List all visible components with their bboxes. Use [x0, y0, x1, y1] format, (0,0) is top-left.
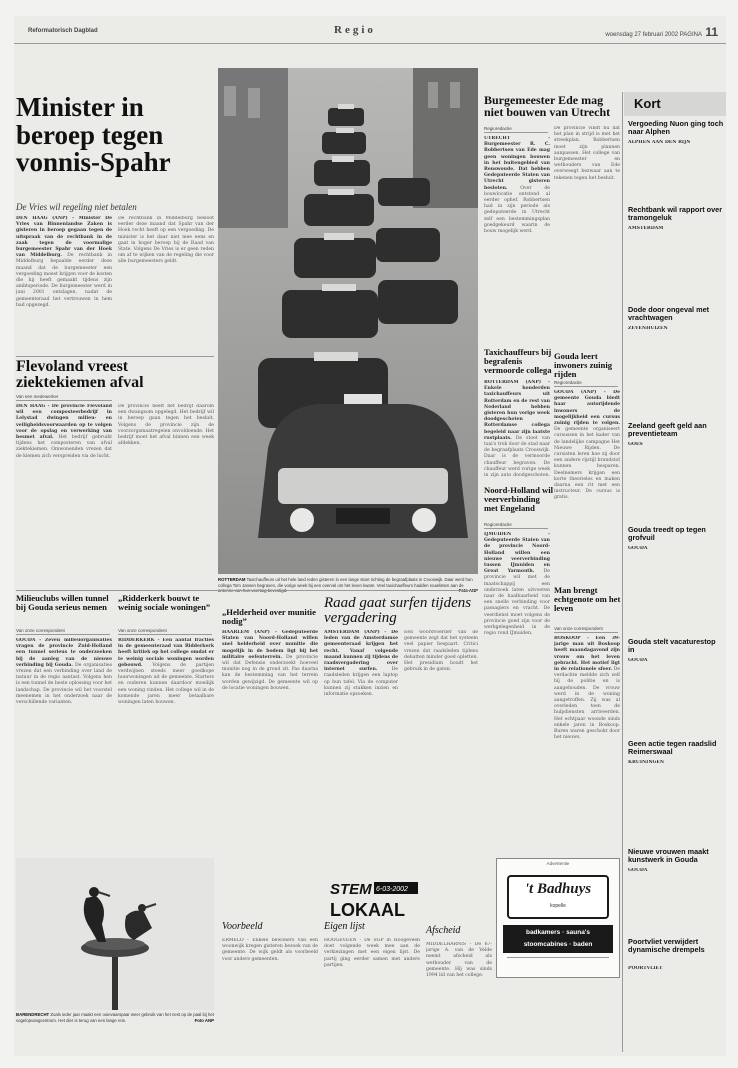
kort-item: [628, 326, 724, 418]
echtgenote-lead: BOSKOOP - Een 39-jarige man uit Boskoop heeft maandagavond zijn vrouw om het leven gebracht. Het motief ligt in de relationele sfeer.: [554, 636, 620, 673]
flevoland-byline: Van een medewerker: [16, 394, 112, 401]
milieuclubs-headline: Milieuclubs willen tunnel bij Gouda serieus nemen: [16, 593, 109, 612]
taxi-lead: ROTTERDAM (ANP) - Enkele honderden taxichauffeurs uit Rotterdam en de rest van Nederland hebben gisteren hun vorige week doodgeschoten Rotterdamse collega begeleid naar zijn laatste rustplaats.: [484, 380, 550, 441]
stork-caption-label: BARENDRECHT: [16, 1012, 50, 1017]
taxi-body-1: De stoet van taxi's trok door de stad naar de begraafplaats Crooswijk. Daar is de vermoorde chauffeur begraven.: [484, 435, 550, 466]
stork-photo-caption: [16, 1012, 214, 1023]
afscheid-body: MIDDELHARNIS - De 67-jarige A. van de Velde neemt afscheid als wethouder van de gemeente. Hij was sinds 1994 lid van het college.: [426, 942, 492, 979]
helderheid-body-2: De gemeente wil op de locatie woningen bouwen.: [222, 679, 318, 691]
milieuclubs-body-2: De provincie wil het voorstel meenemen in het onderzoek naar de verschillende varianten.: [16, 687, 112, 706]
echtgenote-headline: Man brengt echtgenote om het leven: [554, 585, 621, 613]
page-number: 11: [705, 25, 718, 39]
ridderkerk-article: [118, 638, 214, 850]
minister-body-2: De rechtbank in Middelburg besloot eerder deze maand dat Spahr van der Hoek recht heeft op een vergoeding. De minister is het daar niet mee eens en gaat in hoger beroep bij de Raad van State.: [118, 216, 214, 253]
minister-subhead: De Vries wil regeling niet betalen: [16, 202, 137, 212]
kort-item-headline: Geen actie tegen raadslid Reimerswaal: [628, 739, 717, 757]
burgemeester-lead: UTRECHT - Burgemeester R. C. Robbertsen van Ede mag geen woningen bouwen in het buitengebied van Renswoude. Dat hebben Gedeputeerde Staten van Utrecht gisteren besloten.: [484, 136, 550, 191]
noordholland-lead: IJMUIDEN - Gedeputeerde Staten van de provincie Noord-Holland willen een nieuwe veerverbinding tussen IJmuiden en Great Yarmouth.: [484, 532, 550, 575]
noordholland-body-1: De provincie wil met de maatschappij een onderzoek laten uitvoeren naar de haalbaarheid van een snelle verbinding voor passagiers en vracht.: [484, 569, 550, 612]
taxi-body-2: De chauffeur werd vorige week in zijn auto doodgeschoten.: [484, 460, 550, 478]
ad-label: Advertentie: [546, 861, 570, 866]
kort-item: [628, 868, 724, 934]
paper-name: Reformatorisch Dagblad: [28, 28, 98, 34]
kort-item: [628, 658, 724, 736]
taxi-photo-caption: [218, 577, 478, 594]
echtgenote-byline: Van onze correspondent: [554, 626, 618, 633]
afscheid-headline: Afscheid: [426, 925, 461, 936]
burgemeester-col-1: [484, 136, 550, 344]
minister-headline: Minister in beroep tegen vonnis-Spahr: [16, 92, 171, 178]
section-title: Regio: [334, 24, 376, 36]
kort-item-headline: Vergoeding Nuon ging toch naar Alphen: [628, 119, 724, 137]
flevoland-body-1: Het bedrijf gebruikt tijdens het composteren van afval ziektekiemen. Omwonenden vrezen dat de kiemen zich verspreiden via de lucht.: [16, 435, 112, 459]
kort-item: [628, 966, 724, 1052]
noordholland-article: [484, 532, 550, 782]
raad-body-2: Een woordvoerder van de gemeente zegt dat het systeem veel papier bespaart.: [404, 630, 478, 648]
stork-nest-image: [16, 858, 214, 1010]
voorbeeld-body: ERMELO - Enkele bewoners van een woonwijk kregen gisteren bezoek van de gemeente. De wijk geldt als voorbeeld voor andere gemeenten.: [222, 938, 318, 962]
kort-item-headline: Gouda treedt op tegen grofvuil: [628, 525, 706, 543]
date-and-page: [605, 25, 718, 39]
kort-item: [628, 226, 724, 300]
stork-caption-text: Zoals ieder jaar maakt een ooievaarspaar weer gebruik van het nest op de paal bij het vogelopvangcentrum. Het dier is terug van een lange reis.: [16, 1012, 215, 1023]
raad-headline: Raad gaat surfen tijdens vergadering: [324, 595, 472, 627]
afscheid-article: [426, 942, 492, 1050]
echtgenote-article: [554, 636, 620, 850]
raad-body-1: De raadsleden krijgen een laptop op hun tafel. Via de computer kunnen zij stukken inzien en informatie opzoeken.: [324, 667, 398, 698]
milieuclubs-article: [16, 638, 112, 850]
helderheid-lead: HAARLEM (ANP) - Gedeputeerde Staten van Noord-Holland willen snel helderheid over munitie die mogelijk in de bodem ligt bij het militaire oefenterrein.: [222, 630, 318, 660]
stem-lokaal-logo: [328, 878, 420, 920]
ad-line-1: badkamers · sauna's: [525, 929, 591, 936]
flevoland-headline: Flevoland vreest ziektekiemen afval: [16, 358, 144, 392]
kort-item: [628, 760, 724, 844]
ad-contact-strip: [507, 957, 609, 975]
stem-word: STEM: [330, 881, 372, 898]
divider: [16, 356, 214, 357]
milieuclubs-body-1: De organisaties vrezen dat een verbinding over land de natuur in de regio aantast. Volgens hen is een tunnel de beste oplossing voor het landschap.: [16, 662, 112, 693]
gouda-article: [554, 390, 620, 580]
gouda-lead: GOUDA (ANP) - De gemeente Gouda biedt haar autorijdende inwoners de mogelijkheid een cursus zuinig rijden te volgen.: [554, 390, 620, 427]
kort-item-headline: Poortvliet verwijdert dynamische drempels: [628, 937, 705, 955]
newspaper-page: [14, 16, 726, 1056]
burgemeester-body-3: Het college van burgemeester en wethouders van Ede overweegt bezwaar aan te tekenen tegen het besluit.: [554, 150, 620, 181]
masthead: [14, 22, 726, 44]
kort-item-dateline: GOUDA: [628, 658, 648, 663]
kort-item-headline: Rechtbank wil rapport over tramongeluk: [628, 205, 723, 223]
flevoland-body-2: De provincie heeft het bedrijf daarom een dwangsom opgelegd. Het bedrijf wil in beroep gaan tegen het besluit.: [118, 404, 214, 422]
gouda-body-1: De gemeente organiseert cursussen in het kader van de landelijke campagne Het Nieuwe Rijden. De cursisten leren hoe zij door een andere rijstijl brandstof kunnen besparen.: [554, 427, 620, 470]
kort-item-dateline: GOUDA: [628, 868, 648, 873]
ad-product-band: [503, 925, 613, 953]
flevoland-col-2: [118, 404, 214, 570]
minister-body-1: De rechtbank in Middelburg bepaalde eerder deze maand dat de burgemeester een vergoeding moest krijgen voor de kosten die hij heeft gemaakt tijdens zijn ambtsperiode. De burgemeester werd in juni 2001 ontslagen, nadat de gemeenteraad het vertrouwen in hem had opgezegd.: [16, 253, 112, 308]
raad-body-3: Critici vrezen dat raadsleden tijdens debatten minder goed opletten. Het presidium houdt het gebruik in de gaten.: [404, 642, 478, 673]
gouda-byline: Regioredactie: [554, 380, 618, 387]
page-label: PAGINA: [679, 32, 702, 38]
kort-item: [628, 140, 724, 204]
kort-item: [628, 546, 724, 634]
minister-body-3: Volgens De Vries is er geen reden om af te wijken van de regeling die voor alle burgemeesters geldt.: [118, 247, 214, 265]
ad-logo-frame: [507, 875, 609, 919]
minister-col-2: [118, 216, 214, 350]
badhuys-advertisement[interactable]: [496, 858, 620, 978]
noordholland-byline: Regioredactie: [484, 522, 548, 529]
stem-date: 6-03-2002: [376, 886, 408, 893]
divider: [16, 590, 478, 591]
echtgenote-body-1: De verdachte meldde zich zelf bij de politie en is aangehouden. De vrouw werd in de woning aangetroffen. Zij was al overleden toen de hulpdiensten arriveerden.: [554, 667, 620, 716]
helderheid-article: [222, 630, 318, 870]
noordholland-body-2: De veerdienst moet volgens de provincie goed zijn voor de werkgelegenheid in de regio rond IJmuiden.: [484, 606, 550, 637]
echtgenote-body-2: Het echtpaar woonde sinds enkele jaren in Boskoop. Buren waren geschokt door het nieuws.: [554, 716, 620, 741]
raad-col-2: [404, 630, 478, 852]
flevoland-body-3: Volgens de provincie zijn de voorzorgsmaatregelen onvoldoende. Het bedrijf moet het afval binnen een week afdekken.: [118, 422, 214, 447]
burgemeester-body-1: Over de bouwlocatie ontstond al eerder ophef. Robbertsen had in zijn periode als gedeputeerde in Utrecht zelf een bestemmingsplan goedgekeurd waarin de bouw mogelijk werd.: [484, 185, 550, 235]
issue-date: woensdag 27 februari 2002: [605, 32, 679, 38]
kort-item-dateline: AMSTERDAM: [628, 226, 664, 231]
kort-item-dateline: ZEVENHUIZEN: [628, 326, 668, 331]
eigenlijst-body: HOOGEVEEN - De SGP in Hoogeveen doet volgende week mee aan de verkiezingen met een eigen lijst. De partij ging eerder samen met andere partijen.: [324, 938, 420, 968]
taxi-caption-text: Taxichauffeurs uit het hele land reden gisteren in een lange stoet richting de begraafplaats in Crooswijk. Daar werd hun collega Tom Jansen begraven, die vorige week bij een overval om het leven kwam. Veel taxichauffeurs hadden rouwlinten aan de: [218, 577, 473, 588]
raad-lead: AMSTERDAM (ANP) - De leden van de Amsterdamse gemeenteraad krijgen het recht. Vanaf volgende maand kunnen zij tijdens de raadsvergadering over internet surfen.: [324, 630, 398, 673]
milieuclubs-lead: GOUDA - Zeven milieuorganisaties vragen de provincie Zuid-Holland een tunnel serieus te onderzoeken bij de aanleg van de nieuwe verbinding bij Gouda.: [16, 638, 112, 668]
taxi-article: [484, 380, 550, 478]
burgemeester-headline: Burgemeester Ede mag niet bouwen van Utrecht: [484, 93, 611, 120]
burgemeester-byline: Regioredactie: [484, 126, 548, 133]
kort-item-dateline: GOUDA: [628, 546, 648, 551]
kort-item-dateline: ALPHEN AAN DEN RIJN: [628, 140, 691, 145]
gouda-body-2: Deelnemers krijgen een korte theorieles en maken daarna een rit met een instructeur. De cursus is gratis.: [554, 470, 620, 501]
stem-lokaal-graphic: [328, 878, 420, 920]
kort-item-dateline: POORTVLIET: [628, 966, 663, 971]
kort-item: [628, 442, 724, 522]
voorbeeld-article: [222, 938, 318, 1050]
helderheid-body-1: De provincie wil dat Defensie onderzoekt hoeveel munitie nog in de grond zit. Pas daarna kan de bestemming van het terrein worden gewijzigd.: [222, 654, 318, 685]
flevoland-col-1: [16, 404, 112, 570]
stork-nest-photo: [16, 858, 214, 1010]
kort-item-headline: Zeeland geeft geld aan preventieteam: [628, 421, 707, 439]
taxi-headline: Taxichauffeurs bij begrafenis vermoorde collega: [484, 347, 552, 375]
kort-item-dateline: GOES: [628, 442, 643, 447]
ridderkerk-byline: Van onze correspondent: [118, 628, 212, 635]
milieuclubs-byline: Van onze correspondent: [16, 628, 110, 635]
eigenlijst-headline: Eigen lijst: [324, 921, 365, 932]
raad-col-1: [324, 630, 398, 852]
minister-col-1: [16, 216, 112, 350]
burgemeester-col-2: [554, 126, 620, 344]
kort-item-headline: Gouda stelt vacaturestop in: [628, 637, 716, 655]
gouda-headline: Gouda leert inwoners zuinig rijden: [554, 351, 613, 379]
kort-item-dateline: KRUININGEN: [628, 760, 665, 765]
kort-item-headline: Nieuwe vrouwen maakt kunstwerk in Gouda: [628, 847, 709, 865]
taxi-caption-label: ROTTERDAM: [218, 577, 246, 582]
voorbeeld-headline: Voorbeeld: [222, 921, 263, 932]
lokaal-word: LOKAAL: [330, 900, 405, 920]
ridderkerk-lead: RIDDERKERK - Een aantal fracties in de gemeenteraad van Ridderkerk heeft kritiek op het college omdat er te weinig sociale woningen worden gebouwd.: [118, 638, 214, 668]
burgemeester-body-2: De provincie vindt nu dat het plan in strijd is met het streekplan. Robbertsen moet zijn plannen aanpassen.: [554, 126, 620, 156]
helderheid-headline: „Helderheid over munitie nodig”: [222, 607, 316, 626]
flevoland-lead: DEN HAAG - De provincie Flevoland wil een composteerbedrijf in Lelystad dwingen milieu- en veiligheidsvoorwaarden op te volgen voor de opslag en verwerking van besmet afval.: [16, 404, 112, 441]
ridderkerk-body-2: Het college wil in de komende jaren meer betaalbare woningen laten bouwen.: [118, 687, 214, 706]
kort-item-headline: Dode door ongeval met vrachtwagen: [628, 305, 710, 323]
ad-line-2: stoomcabines · baden: [523, 941, 593, 948]
ad-tagline: kopelle: [550, 903, 566, 909]
column-rule: [622, 92, 623, 1052]
ridderkerk-headline: „Ridderkerk bouwt te weinig sociale woningen”: [118, 593, 211, 612]
noordholland-headline: Noord-Holland wil veerverbinding met Engeland: [484, 485, 553, 513]
ad-brand: 't Badhuys: [524, 881, 592, 897]
stork-photo-credit: Foto ANP: [194, 1017, 214, 1023]
ridderkerk-body-1: Volgens de partijen verdwijnen steeds meer goedkope huurwoningen uit de gemeente. Starters en ouderen kunnen daardoor moeilijk een woning vinden.: [118, 662, 214, 693]
kort-title: Kort: [634, 96, 661, 111]
minister-lead: DEN HAAG (ANP) - Minister De Vries van Binnenlandse Zaken is gisteren in beroep gegaan tegen de uitspraak van de rechtbank in de zaak tegen de voormalige burgemeester Spahr van der Hoek van Middelburg.: [16, 216, 112, 259]
taxi-procession-photo: [218, 68, 478, 574]
eigenlijst-article: [324, 938, 420, 1050]
taxi-procession-image: [218, 68, 478, 574]
